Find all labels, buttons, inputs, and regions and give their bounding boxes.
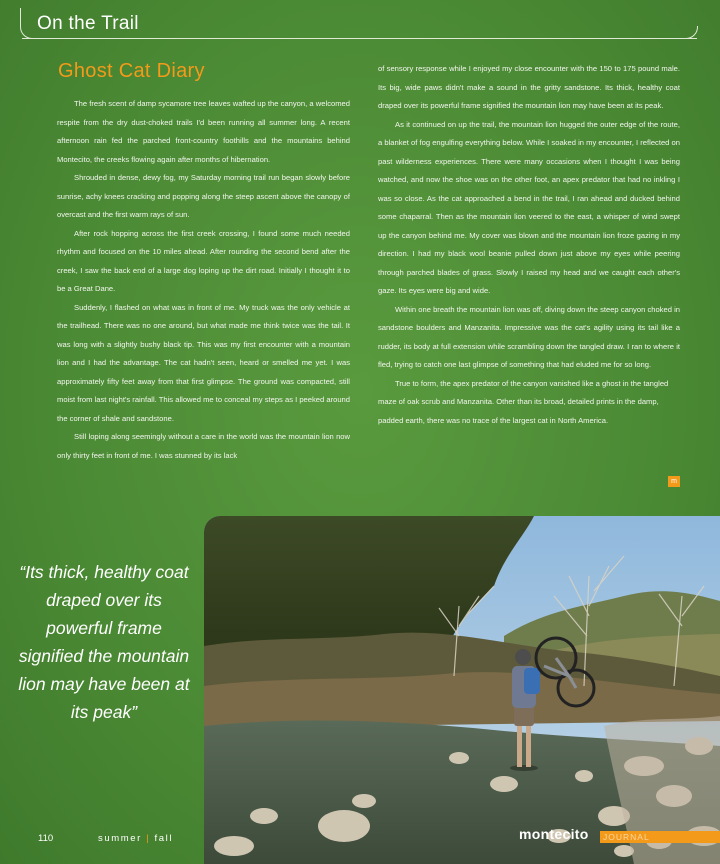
season-summer: summer (98, 833, 142, 844)
article-column-right (378, 60, 680, 430)
paragraph: True to form, the apex predator of the canyon vanished like a ghost in the tangled maze of oak scrub and Manzanita. Other than its broad, detailed prints in the damp, padded earth, there was no trace of the largest cat in North America. (378, 378, 669, 425)
paragraph: Shrouded in dense, dewy fog, my Saturday morning trail run began slowly before sunrise, achy knees cracking and popping along the steep ascent above the canopy of overcast and the first warm rays of sun. (57, 173, 350, 219)
page-number: 110 (38, 833, 54, 844)
paragraph: Within one breath the mountain lion was off, diving down the steep canyon choked in sandstone boulders and Manzanita. Impressive was the cat's agility using its tail like a rudder, its body at full extension while scrambling down the tangled draw. I ran to where it fled, trying to catch one last glimpse of something that had eluded me for so long. (378, 304, 680, 369)
magazine-logo-sub: JOURNAL (603, 832, 650, 842)
section-title: On the Trail (37, 13, 139, 34)
paragraph: of sensory response while I enjoyed my close encounter with the 150 to 175 pound male. Its big, wide paws didn't make a sound in the gritty sandstone. Its thick, healthy coat draped over its powerful frame signified the mountain lion may have been at its peak. (378, 64, 680, 110)
magazine-logo: montecito (519, 826, 589, 842)
season-separator: | (146, 833, 151, 844)
article-column-left (57, 95, 350, 465)
pull-quote: “Its thick, healthy coat draped over its powerful frame signified the mountain lion may have been at its peak” (18, 562, 190, 722)
paragraph: Still loping along seemingly without a care in the world was the mountain lion now only thirty feet in front of me. I was stunned by its lack (57, 432, 350, 460)
season-fall: fall (154, 833, 174, 844)
article-title: Ghost Cat Diary (58, 60, 205, 82)
section-header (0, 0, 720, 46)
header-rule-corner-left (20, 8, 33, 39)
header-rule (22, 38, 697, 39)
paragraph: After rock hopping across the first creek crossing, I found some much needed rhythm and focused on the 10 miles ahead. After rounding the second bend after the creek, I saw the back end of a large dog loping up the dirt road. Initially I thought it to be a Great Dane. (57, 228, 350, 293)
end-of-article-mark: m (668, 476, 680, 487)
paragraph: As it continued on up the trail, the mountain lion hugged the outer edge of the route, a blanket of fog engulfing everything below. While I soaked in my encounter, I reflected on past wilderness experiences. There were many occasions when I thought I was being watched, and now the shoe was on the other foot, an apex predator that had no inkling I was so close. As the cat approached a bend in the trail, I ran ahead and ducked behind some chaparral. Then as the mountain lion veered to the east, a whisper of wind swept up the canyon behind me. My cover was blown and the mountain lion froze gazing in my direction. I had my black wool beanie pulled down just above my eyes while peering through parched blades of grass. Slowly I raised my head and we caught each other's gaze. Its eyes were big and wide. (378, 119, 680, 295)
paragraph: The fresh scent of damp sycamore tree leaves wafted up the canyon, a welcomed respite from the dry dust-choked trails I'd been running all summer long. A recent afternoon rain fed the parched front-country foothills and the mountains behind Montecito, the creeks flowing again after months of hibernation. (57, 99, 350, 164)
paragraph: Suddenly, I flashed on what was in front of me. My truck was the only vehicle at the trailhead. There was no one around, but what made me think twice was the tail. It was long with a slightly bushy black tip. This was my first encounter with a mountain lion and I had the advantage. The cat hadn't seen, heard or smelled me yet. I was approximately fifty feet away from that first glimpse. The ground was compacted, still moist from last night's rainfall. This allowed me to conceal my steps as I peeked around the corner of shale and sandstone. (57, 302, 350, 423)
trail-photo (204, 516, 720, 864)
issue-season (98, 833, 173, 844)
